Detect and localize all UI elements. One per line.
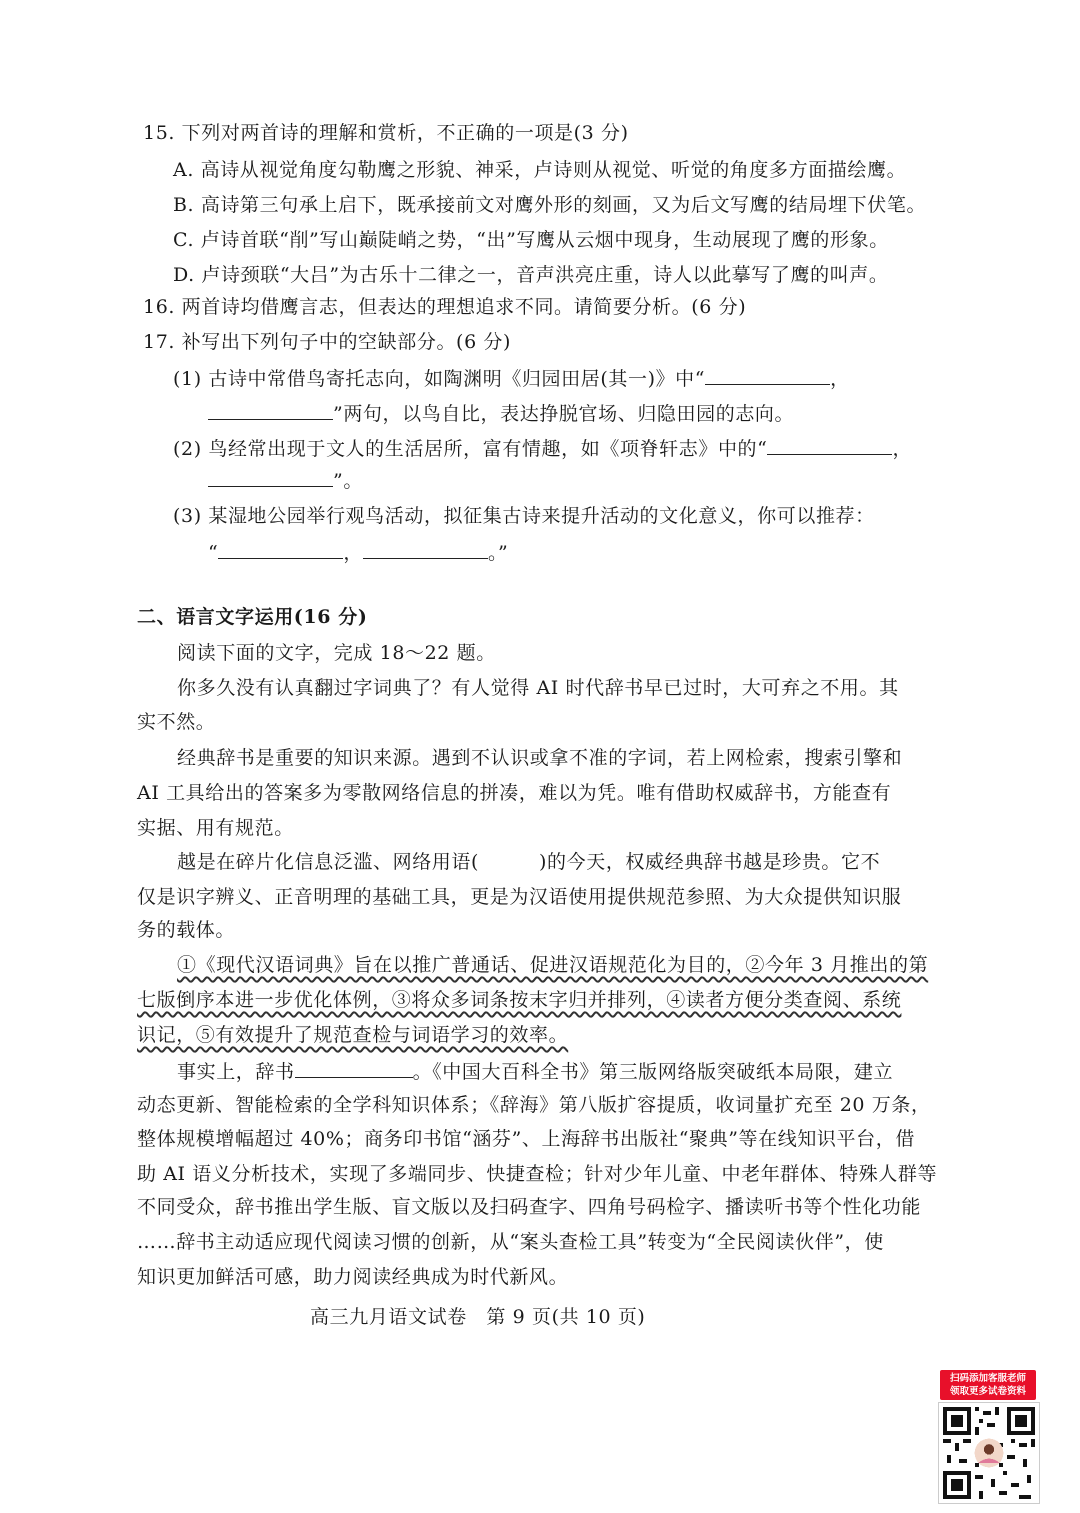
section-heading: 二、语言文字运用(16 分) <box>137 606 368 628</box>
passage-p3-line1 <box>177 849 880 875</box>
answer-blank[interactable] <box>208 399 333 420</box>
passage-p5-line6: ……辞书主动适应现代阅读习惯的创新，从“案头查检工具”转变为“全民阅读伙伴”，使 <box>137 1231 884 1253</box>
answer-blank[interactable] <box>218 538 343 559</box>
page-footer: 高三九月语文试卷 第 9 页(共 10 页) <box>310 1306 646 1328</box>
passage-p4-line1: ①《现代汉语词典》旨在以推广普通话、促进汉语规范化为目的，②今年 3 月推出的第 <box>177 954 929 976</box>
close-quote: 。” <box>487 542 509 564</box>
passage-p4-line2: 七版倒序本进一步优化体例，③将众多词条按末字归并排列，④读者方便分类查阅、系统 <box>137 989 902 1011</box>
q17-item1-line1 <box>173 364 850 392</box>
q15-option-c: C. 卢诗首联“削”写山巅陡峭之势，“出”写鹰从云烟中现身，生动展现了鹰的形象。 <box>173 229 889 251</box>
q16-stem: 16. 两首诗均借鹰言志，但表达的理想追求不同。请简要分析。(6 分) <box>143 296 747 318</box>
passage-p4-line3: 识记，⑤有效提升了规范查检与词语学习的效率。 <box>137 1024 569 1046</box>
q17-item2-line2 <box>208 466 363 494</box>
q17-item2-line1 <box>173 434 912 462</box>
passage-p3-text-a: 越是在碎片化信息泛滥、网络用语( <box>177 851 480 873</box>
passage-p5-text-b: 。《中国大百科全书》第三版网络版突破纸本局限，建立 <box>412 1061 894 1083</box>
passage-p1-line1: 你多久没有认真翻过字词典了？有人觉得 AI 时代辞书早已过时，大可弃之不用。其 <box>177 677 899 699</box>
passage-p5-line4: 助 AI 语义分析技术，实现了多端同步、快捷查检；针对少年儿童、中老年群体、特殊人群等 <box>137 1163 938 1185</box>
comma: ， <box>892 438 913 460</box>
q15-stem: 15. 下列对两首诗的理解和赏析，不正确的一项是(3 分) <box>143 122 629 144</box>
answer-blank[interactable] <box>363 538 488 559</box>
passage-p3-line2: 仅是识字辨义、正音明理的基础工具，更是为汉语使用提供规范参照、为大众提供知识服 <box>137 886 902 908</box>
passage-p5-line7: 知识更加鲜活可感，助力阅读经典成为时代新风。 <box>137 1266 569 1288</box>
q15-option-a: A. 高诗从视觉角度勾勒鹰之形貌、神采，卢诗则从视觉、听觉的角度多方面描绘鹰。 <box>173 159 907 181</box>
answer-blank[interactable] <box>767 434 892 455</box>
comma: ， <box>830 368 850 390</box>
passage-p2-line3: 实据、用有规范。 <box>137 817 294 839</box>
promo-line-2: 领取更多试卷资料 <box>949 1386 1026 1397</box>
promo-banner <box>940 1370 1036 1400</box>
passage-p2-line1: 经典辞书是重要的知识来源。遇到不认识或拿不准的字词，若上网检索，搜索引擎和 <box>177 747 903 769</box>
open-quote: “ <box>208 542 219 564</box>
passage-p3-text-b: )的今天，权威经典辞书越是珍贵。它不 <box>539 851 881 873</box>
q17-stem: 17. 补写出下列句子中的空缺部分。(6 分) <box>143 331 512 353</box>
passage-p2-line2: AI 工具给出的答案多为零散网络信息的拼凑，难以为凭。唯有借助权威辞书，方能查有 <box>137 782 892 804</box>
q17-item2-text: (2) 鸟经常出现于文人的生活居所，富有情趣，如《项脊轩志》中的“ <box>173 438 768 460</box>
q17-item3-line1: (3) 某湿地公园举行观鸟活动，拟征集古诗来提升活动的文化意义，你可以推荐： <box>173 505 875 527</box>
answer-blank[interactable] <box>705 364 830 385</box>
answer-blank[interactable] <box>295 1057 413 1078</box>
passage-p1-line2: 实不然。 <box>137 711 216 733</box>
q17-item3-line2 <box>208 538 508 566</box>
qr-code-graphic <box>939 1403 1039 1503</box>
q15-option-b: B. 高诗第三句承上启下，既承接前文对鹰外形的刻画，又为后文写鹰的结局埋下伏笔。 <box>173 194 927 216</box>
passage-p3-line3: 务的载体。 <box>137 919 236 941</box>
q17-item1-text-2: ”两句，以鸟自比，表达挣脱官场、归隐田园的志向。 <box>333 403 795 425</box>
qr-code-icon[interactable] <box>938 1402 1040 1504</box>
passage-p5-line2: 动态更新、智能检索的全学科知识体系；《辞海》第八版扩容提质，收词量扩充至 20 万条， <box>137 1094 931 1116</box>
q15-option-d: D. 卢诗颈联“大吕”为古乐十二律之一，音声洪亮庄重，诗人以此摹写了鹰的叫声。 <box>173 264 889 286</box>
section-intro: 阅读下面的文字，完成 18～22 题。 <box>177 642 496 664</box>
q17-item1-line2 <box>208 399 794 427</box>
passage-p5-text-a: 事实上，辞书 <box>177 1061 295 1083</box>
passage-p5-line3: 整体规模增幅超过 40%；商务印书馆“涵芬”、上海辞书出版社“聚典”等在线知识平台，借 <box>137 1128 915 1150</box>
passage-p5-line1 <box>177 1057 893 1085</box>
q17-item1-text: (1) 古诗中常借鸟寄托志向，如陶渊明《归园田居(其一)》中“ <box>173 368 706 390</box>
comma: ， <box>343 542 363 564</box>
q17-item2-text-2: ”。 <box>333 470 363 492</box>
answer-blank[interactable] <box>208 466 333 487</box>
passage-p5-line5: 不同受众，辞书推出学生版、盲文版以及扫码查字、四角号码检字、播读听书等个性化功能 <box>137 1196 922 1218</box>
promo-line-1: 扫码添加客服老师 <box>949 1373 1026 1384</box>
